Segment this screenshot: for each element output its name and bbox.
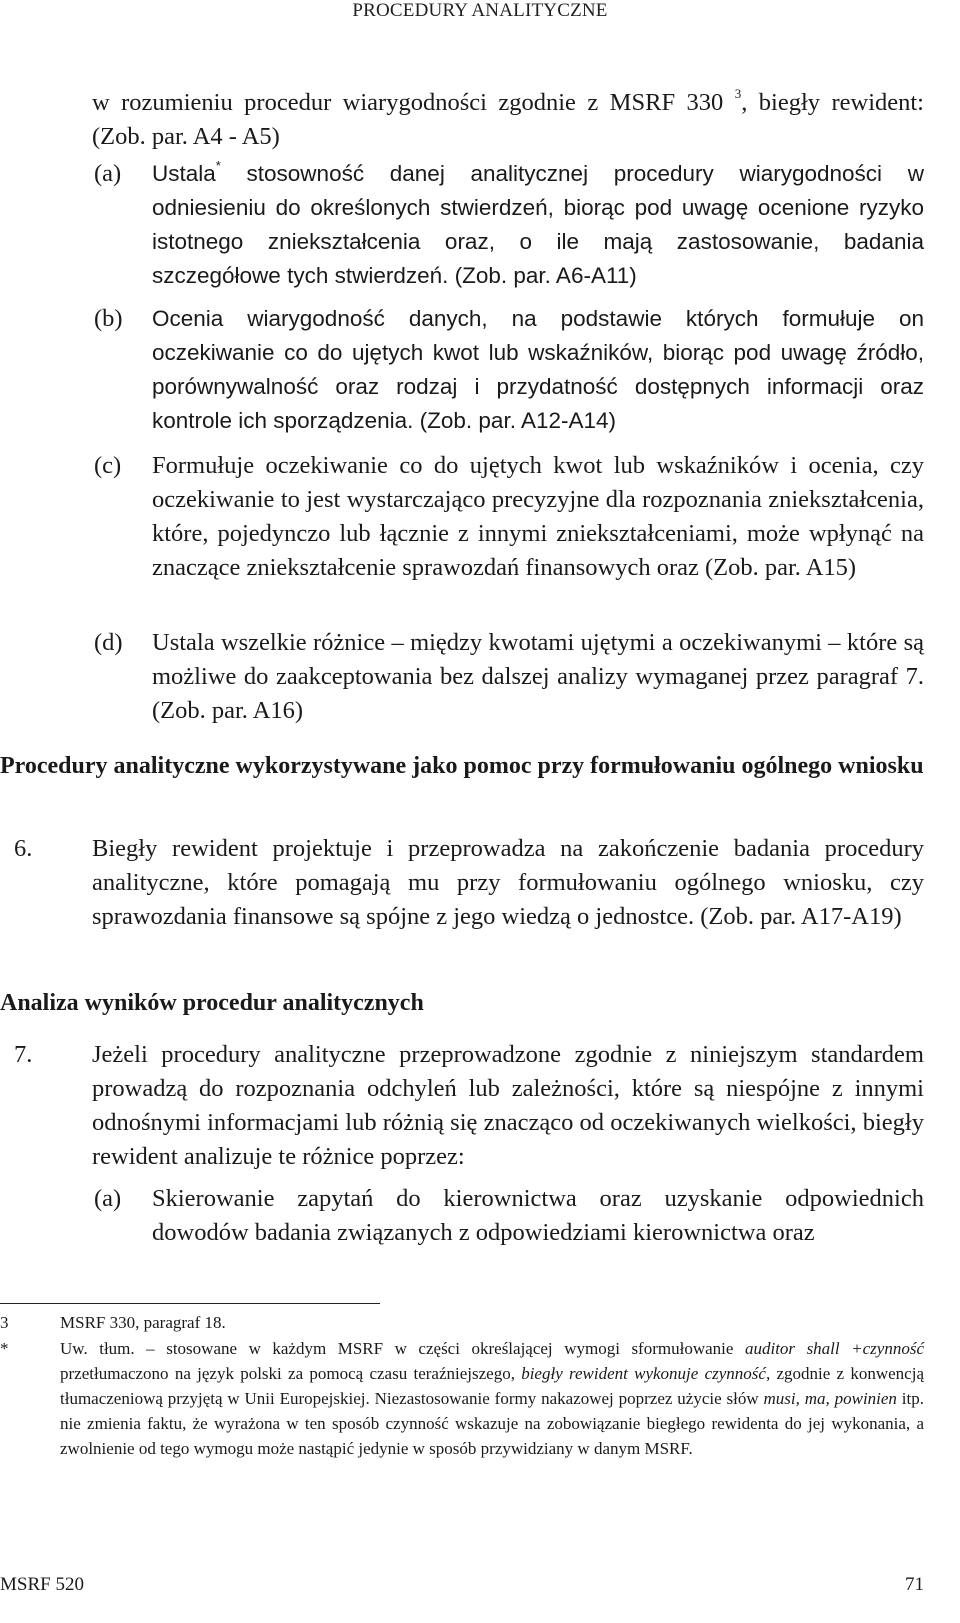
footnote-star (0, 1336, 924, 1461)
running-header: PROCEDURY ANALITYCZNE (352, 0, 608, 21)
footnote-text-part: przetłumaczono na język polski za pomocą czasu teraźniejszego, (60, 1364, 522, 1383)
list-item-a (94, 157, 924, 293)
list-item-label: (d) (94, 629, 123, 656)
page-number: 71 (905, 1574, 924, 1595)
paragraph-text: Biegły rewident projektuje i przeprowadza na zakończenie badania procedury analityczne, które pomagają mu przy formułowaniu ogólnego wniosku, czy sprawozdania finansowe są spójne z jego wiedzą o jednostce. (Zob. par. A17-A19) (92, 835, 924, 930)
paragraph-text: Jeżeli procedury analityczne przeprowadzone zgodnie z niniejszym standardem prowadzą do rozpoznania odchyleń lub zależności, które są niespójne z innymi odnośnymi informacjami lub różnią się znacząco od oczekiwanych wielkości, biegły rewident analizuje te różnice poprzez: (92, 1041, 924, 1170)
paragraph-number: 6. (14, 835, 33, 862)
intro-paragraph (92, 86, 924, 154)
list-item-label: (c) (94, 452, 122, 479)
section-heading-conclusion: Procedury analityczne wykorzystywane jako pomoc przy formułowaniu ogólnego wniosku (0, 753, 924, 779)
list-item-text-pre: Ustala (152, 161, 216, 186)
list-item-label: (a) (94, 160, 122, 187)
list-item-label: (a) (94, 1185, 122, 1212)
footnote-text-part: Uw. tłum. – stosowane w każdym MSRF w części określającej wymogi sformułowanie (60, 1339, 745, 1358)
list-item-text (152, 157, 924, 293)
footer-standard-name: MSRF 520 (0, 1574, 84, 1595)
footnote-text (60, 1336, 924, 1461)
footnote-italic-term: musi, ma, powinien (763, 1389, 897, 1408)
list-item-text: Skierowanie zapytań do kierownictwa oraz uzyskanie odpowiednich dowodów badania związanych z odpowiedziami kierownictwa oraz (152, 1185, 924, 1246)
list-item-c (94, 449, 924, 585)
list-item-b (94, 302, 924, 438)
footnote-italic-term: auditor shall +czynność (744, 1339, 924, 1358)
list-item-label: (b) (94, 305, 123, 332)
footnote-ref-star: * (215, 157, 221, 173)
footnote-separator (0, 1303, 380, 1304)
footnote-ref-3: 3 (734, 85, 742, 101)
footnote-mark: * (0, 1339, 9, 1358)
footnote-text-part: itp. nie zmienia faktu, że wyrażona w ten sposób czynność wskazuje na zobowiązanie biegłego rewidenta do jej wykonania, a zwolnienie od tego wymogu może nastąpić jedynie w sposób przywidziany w danym MSRF. (60, 1389, 924, 1458)
intro-text-after: , biegły rewident: (Zob. par. A4 - A5) (92, 89, 924, 150)
list-item-text: Formułuje oczekiwanie co do ujętych kwot lub wskaźników i ocenia, czy oczekiwanie to jest wystarczająco precyzyjne dla rozpoznania zniekształcenia, które, pojedynczo lub łącznie z innymi zniekształceniami, może wpłynąć na znaczące zniekształcenie sprawozdań finansowych oraz (Zob. par. A15) (152, 452, 924, 581)
footnote-mark: 3 (0, 1313, 9, 1332)
paragraph-7 (0, 1038, 924, 1174)
footnote-italic-term: biegły rewident wykonuje czynność, (521, 1364, 771, 1383)
paragraph-number: 7. (14, 1041, 33, 1068)
paragraph-6 (0, 832, 924, 934)
footnote-text-part: zgodnie z konwencją tłumaczeniową przyjętą w Unii Europejskiej. Niezastosowanie formy nakazowej poprzez użycie słów (60, 1364, 925, 1408)
footnote-3 (0, 1310, 924, 1335)
footnote-text: MSRF 330, paragraf 18. (60, 1313, 226, 1332)
list-item-text-rest: stosowność danej analitycznej procedury wiarygodności w odniesieniu do określonych stwierdzeń, biorąc pod uwagę ocenione ryzyko istotnego zniekształcenia oraz, o ile mają zastosowanie, badania szczegółowe tych stwierdzeń. (Zob. par. A6-A11) (152, 161, 924, 288)
list-item-text: Ocenia wiarygodność danych, na podstawie których formułuje on oczekiwanie co do ujętych kwot lub wskaźników, biorąc pod uwagę źródło, porównywalność oraz rodzaj i przydatność dostępnych informacji oraz kontrole ich sporządzenia. (Zob. par. A12-A14) (152, 306, 924, 433)
list-item-d (94, 626, 924, 728)
section-heading-analysis: Analiza wyników procedur analitycznych (0, 990, 424, 1016)
list-item-7a (94, 1182, 924, 1250)
list-item-text: Ustala wszelkie różnice – między kwotami ujętymi a oczekiwanymi – które są możliwe do zaakceptowania bez dalszej analizy wymaganej przez paragraf 7. (Zob. par. A16) (152, 629, 924, 724)
intro-text: w rozumieniu procedur wiarygodności zgodnie z MSRF 330 (92, 89, 724, 116)
